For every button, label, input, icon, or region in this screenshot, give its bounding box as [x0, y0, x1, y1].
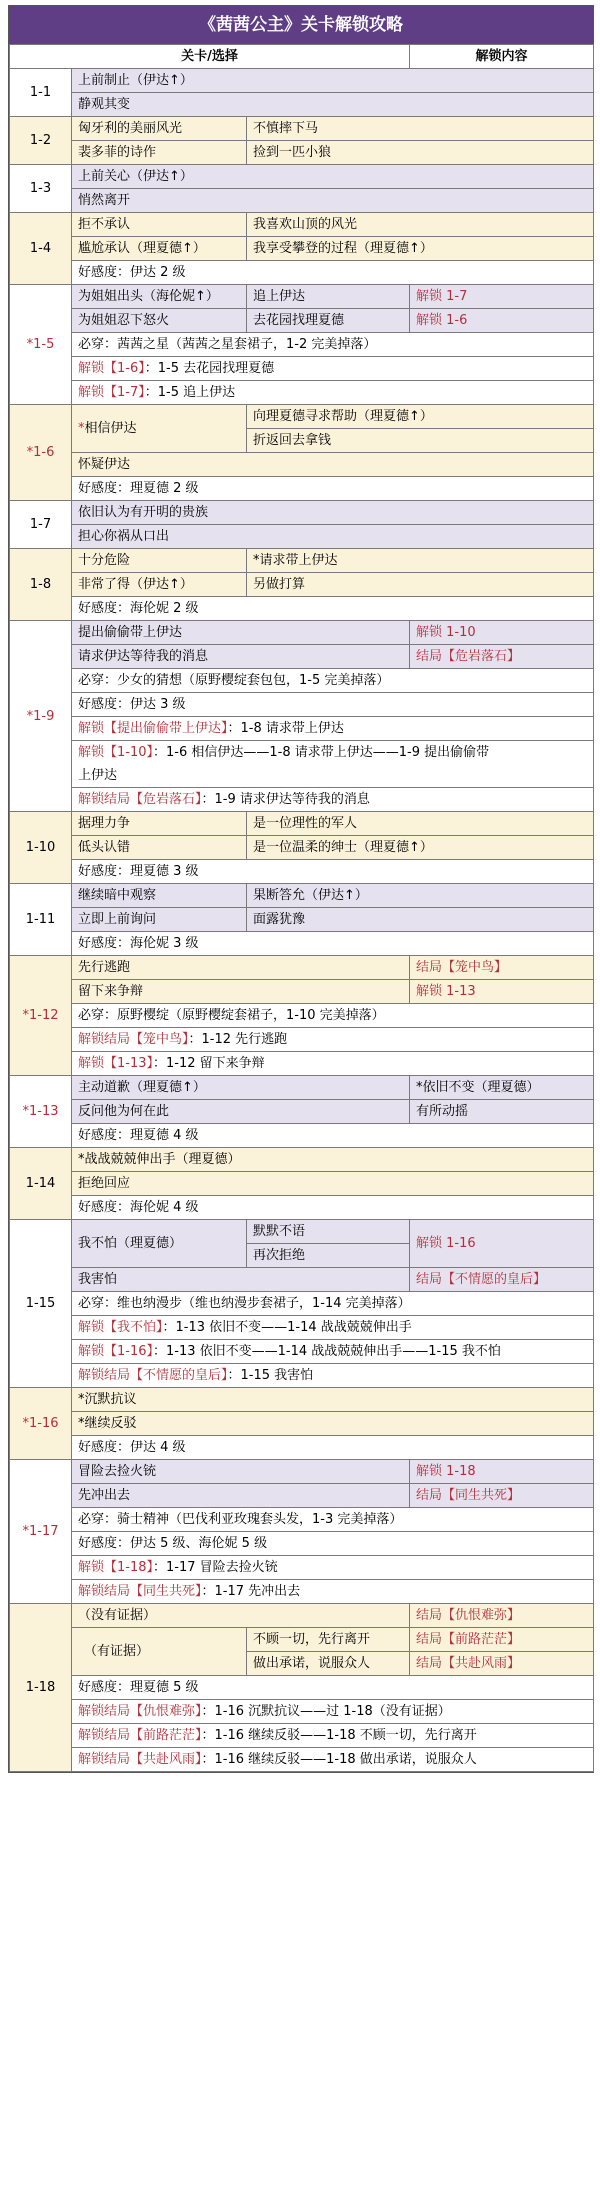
choice-option: 默默不语 [247, 1220, 410, 1244]
unlock-result: 解锁 1-7 [410, 285, 594, 309]
table-row [10, 764, 594, 788]
stage-id: 1-8 [10, 549, 72, 621]
choice-option: 主动道歉（理夏德↑） [72, 1076, 410, 1100]
choice-option: 向理夏德寻求帮助（理夏德↑） [247, 405, 594, 429]
unlock-label: 解锁【提出偷偷带上伊达】 [78, 721, 228, 736]
choice-option: 静观其变 [72, 93, 594, 117]
choice-option: 十分危险 [72, 549, 247, 573]
table-row [10, 1340, 594, 1364]
unlock-result: 解锁 1-18 [410, 1460, 594, 1484]
table-row [10, 1004, 594, 1028]
unlock-label: 解锁【1-6】 [78, 361, 145, 376]
choice-option: 我害怕 [72, 1268, 410, 1292]
table-row [10, 1364, 594, 1388]
table-row [10, 69, 594, 93]
stage-id: 1-1 [10, 69, 72, 117]
unlock-path: ：1-9 请求伊达等待我的消息 [201, 792, 370, 807]
unlock-path: ：1-13 依旧不变——1-14 战战兢兢伸出手——1-15 我不怕 [153, 1344, 501, 1359]
choice-option: 不慎摔下马 [247, 117, 594, 141]
favorability-text: 好感度：理夏德 4 级 [72, 1124, 594, 1148]
choice-option: *战战兢兢伸出手（理夏德） [72, 1148, 594, 1172]
table-row [10, 1508, 594, 1532]
table-row [10, 1052, 594, 1076]
choice-option: 拒绝回应 [72, 1172, 594, 1196]
favorability-text: 好感度：伊达 4 级 [72, 1436, 594, 1460]
table-row [10, 1604, 594, 1628]
table-row [10, 1028, 594, 1052]
stage-id: *1-6 [10, 405, 72, 501]
unlock-note [72, 357, 594, 381]
table-row [10, 908, 594, 932]
unlock-path: ：1-16 继续反驳——1-18 做出承诺，说服众人 [201, 1752, 477, 1767]
guide-table-container [8, 5, 594, 1773]
choice-option: 尴尬承认（理夏德↑） [72, 237, 247, 261]
unlock-note [72, 1316, 594, 1340]
table-row [10, 1580, 594, 1604]
header-unlock: 解锁内容 [410, 45, 594, 69]
stage-id: *1-17 [10, 1460, 72, 1604]
unlock-label: 解锁【1-16】 [78, 1344, 154, 1359]
table-row [10, 117, 594, 141]
choice-option: 裴多菲的诗作 [72, 141, 247, 165]
header-row [10, 45, 594, 69]
stage-id: *1-12 [10, 956, 72, 1076]
table-row [10, 381, 594, 405]
unlock-result: 结局【不情愿的皇后】 [410, 1268, 594, 1292]
table-row [10, 741, 594, 765]
required-star: * [78, 421, 85, 436]
table-row [10, 1748, 594, 1772]
table-row [10, 597, 594, 621]
table-row [10, 1628, 594, 1652]
stage-id: *1-16 [10, 1388, 72, 1460]
favorability-text: 好感度：理夏德 3 级 [72, 860, 594, 884]
unlock-note [72, 1700, 594, 1724]
choice-option: 低头认错 [72, 836, 247, 860]
table-row [10, 1292, 594, 1316]
choice-option: 立即上前询问 [72, 908, 247, 932]
table-row [10, 405, 594, 429]
table-row [10, 645, 594, 669]
table-row [10, 501, 594, 525]
unlock-result: 结局【笼中鸟】 [410, 956, 594, 980]
table-row [10, 237, 594, 261]
unlock-note [72, 1556, 594, 1580]
choice-option: 果断答允（伊达↑） [247, 884, 594, 908]
choice-option: 拒不承认 [72, 213, 247, 237]
unlock-path: ：1-13 依旧不变——1-14 战战兢兢伸出手 [162, 1320, 412, 1335]
unlock-note-continued: 上伊达 [72, 764, 594, 788]
unlock-path: ：1-17 先冲出去 [201, 1584, 301, 1599]
choice-option: *依旧不变（理夏德） [410, 1076, 594, 1100]
stage-id: *1-5 [10, 285, 72, 405]
table-row [10, 1532, 594, 1556]
table-row [10, 357, 594, 381]
choice-option: 留下来争辩 [72, 980, 410, 1004]
stage-id: 1-10 [10, 812, 72, 884]
unlock-note [72, 1748, 594, 1772]
table-row [10, 189, 594, 213]
table-row [10, 1148, 594, 1172]
table-row [10, 165, 594, 189]
unlock-result: 结局【危岩落石】 [410, 645, 594, 669]
favorability-text: 好感度：伊达 3 级 [72, 693, 594, 717]
choice-option: 上前制止（伊达↑） [72, 69, 594, 93]
table-row [10, 621, 594, 645]
choice-option: 追上伊达 [247, 285, 410, 309]
table-row [10, 980, 594, 1004]
table-row [10, 1124, 594, 1148]
unlock-path: ：1-17 冒险去捡火铳 [153, 1560, 278, 1575]
choice-option: 捡到一匹小狼 [247, 141, 594, 165]
choice-option: 怀疑伊达 [72, 453, 594, 477]
unlock-note [72, 717, 594, 741]
choice-option: 面露犹豫 [247, 908, 594, 932]
unlock-label: 解锁【1-13】 [78, 1056, 154, 1071]
choice-option: 悄然离开 [72, 189, 594, 213]
unlock-note [72, 381, 594, 405]
table-row [10, 860, 594, 884]
choice-option: *沉默抗议 [72, 1388, 594, 1412]
table-row [10, 1076, 594, 1100]
table-row [10, 693, 594, 717]
table-row [10, 93, 594, 117]
unlock-label: 解锁结局【不情愿的皇后】 [78, 1368, 228, 1383]
table-row [10, 788, 594, 812]
unlock-path: ：1-8 请求带上伊达 [227, 721, 344, 736]
favorability-text: 好感度：伊达 5 级、海伦妮 5 级 [72, 1532, 594, 1556]
unlock-note [72, 741, 594, 765]
table-row [10, 1436, 594, 1460]
stage-id: 1-2 [10, 117, 72, 165]
table-row [10, 285, 594, 309]
choice-option: *继续反驳 [72, 1412, 594, 1436]
header-stage: 关卡/选择 [10, 45, 410, 69]
stage-id: 1-18 [10, 1604, 72, 1772]
unlock-result: 解锁 1-16 [410, 1220, 594, 1268]
favorability-text: 好感度：伊达 2 级 [72, 261, 594, 285]
choice-option: 折返回去拿钱 [247, 429, 594, 453]
table-row [10, 1268, 594, 1292]
stage-id: 1-3 [10, 165, 72, 213]
unlock-note [72, 1364, 594, 1388]
choice-option: 为姐姐忍下怒火 [72, 309, 247, 333]
unlock-result: 结局【共赴风雨】 [410, 1652, 594, 1676]
unlock-result: 结局【前路茫茫】 [410, 1628, 594, 1652]
choice-option: 据理力争 [72, 812, 247, 836]
choice-option: 继续暗中观察 [72, 884, 247, 908]
table-row [10, 1412, 594, 1436]
table-row [10, 669, 594, 693]
unlock-path: ：1-5 追上伊达 [144, 385, 236, 400]
table-row [10, 884, 594, 908]
table-row [10, 1556, 594, 1580]
unlock-label: 解锁【1-18】 [78, 1560, 154, 1575]
table-row [10, 717, 594, 741]
unlock-note [72, 1052, 594, 1076]
favorability-text: 好感度：理夏德 2 级 [72, 477, 594, 501]
unlock-note [72, 1340, 594, 1364]
required-outfit: 必穿：原野樱绽（原野樱绽套裙子，1-10 完美掉落） [72, 1004, 594, 1028]
table-row [10, 1700, 594, 1724]
choice-option: *相信伊达 [72, 405, 247, 453]
table-row [10, 1724, 594, 1748]
required-outfit: 必穿：维也纳漫步（维也纳漫步套裙子，1-14 完美掉落） [72, 1292, 594, 1316]
unlock-label: 解锁【1-10】 [78, 745, 154, 760]
table-row [10, 1388, 594, 1412]
favorability-text: 好感度：理夏德 5 级 [72, 1676, 594, 1700]
stage-id: 1-14 [10, 1148, 72, 1220]
table-row [10, 932, 594, 956]
unlock-note [72, 1028, 594, 1052]
table-row [10, 477, 594, 501]
choice-option: （有证据） [72, 1628, 247, 1676]
unlock-label: 解锁结局【危岩落石】 [78, 792, 202, 807]
choice-option: 我不怕（理夏德） [72, 1220, 247, 1268]
unlock-label: 解锁结局【前路茫茫】 [78, 1728, 202, 1743]
unlock-path: ：1-12 留下来争辩 [153, 1056, 265, 1071]
table-row [10, 549, 594, 573]
table-row [10, 1172, 594, 1196]
table-row [10, 141, 594, 165]
unlock-path: ：1-5 去花园找理夏德 [144, 361, 275, 376]
table-row [10, 261, 594, 285]
choice-option: 非常了得（伊达↑） [72, 573, 247, 597]
table-row [10, 453, 594, 477]
table-row [10, 525, 594, 549]
choice-option: （没有证据） [72, 1604, 410, 1628]
choice-option: 冒险去捡火铳 [72, 1460, 410, 1484]
choice-option: 有所动摇 [410, 1100, 594, 1124]
table-row [10, 309, 594, 333]
favorability-text: 好感度：海伦妮 3 级 [72, 932, 594, 956]
table-row [10, 1676, 594, 1700]
choice-option: 依旧认为有开明的贵族 [72, 501, 594, 525]
choice-option: 另做打算 [247, 573, 594, 597]
favorability-text: 好感度：海伦妮 4 级 [72, 1196, 594, 1220]
table-row [10, 1484, 594, 1508]
unlock-label: 解锁结局【同生共死】 [78, 1584, 202, 1599]
unlock-path: ：1-6 相信伊达——1-8 请求带上伊达——1-9 提出偷偷带 [153, 745, 490, 760]
favorability-text: 好感度：海伦妮 2 级 [72, 597, 594, 621]
choice-option: 反问他为何在此 [72, 1100, 410, 1124]
choice-option: 上前关心（伊达↑） [72, 165, 594, 189]
choice-option: 匈牙利的美丽风光 [72, 117, 247, 141]
choice-option: 我享受攀登的过程（理夏德↑） [247, 237, 594, 261]
unlock-result: 解锁 1-6 [410, 309, 594, 333]
choice-option: *请求带上伊达 [247, 549, 594, 573]
stage-id: 1-7 [10, 501, 72, 549]
unlock-path: ：1-16 继续反驳——1-18 不顾一切，先行离开 [201, 1728, 477, 1743]
required-outfit: 必穿：骑士精神（巴伐利亚玫瑰套头发，1-3 完美掉落） [72, 1508, 594, 1532]
choice-option: 做出承诺，说服众人 [247, 1652, 410, 1676]
stage-id: *1-9 [10, 621, 72, 812]
choice-option: 担心你祸从口出 [72, 525, 594, 549]
table-row [10, 1196, 594, 1220]
unlock-result: 解锁 1-10 [410, 621, 594, 645]
choice-option: 提出偷偷带上伊达 [72, 621, 410, 645]
unlock-result: 结局【同生共死】 [410, 1484, 594, 1508]
unlock-note [72, 1580, 594, 1604]
stage-id: 1-15 [10, 1220, 72, 1388]
guide-table [9, 44, 594, 1772]
required-outfit: 必穿：少女的猜想（原野樱绽套包包，1-5 完美掉落） [72, 669, 594, 693]
unlock-label: 解锁结局【仇恨难弥】 [78, 1704, 202, 1719]
table-row [10, 812, 594, 836]
table-row [10, 333, 594, 357]
unlock-label: 解锁【我不怕】 [78, 1320, 163, 1335]
unlock-label: 解锁结局【笼中鸟】 [78, 1032, 189, 1047]
table-row [10, 1460, 594, 1484]
stage-id: 1-4 [10, 213, 72, 285]
table-row [10, 213, 594, 237]
choice-option: 不顾一切，先行离开 [247, 1628, 410, 1652]
choice-option: 为姐姐出头（海伦妮↑） [72, 285, 247, 309]
table-row [10, 573, 594, 597]
unlock-label: 解锁【1-7】 [78, 385, 145, 400]
table-row [10, 956, 594, 980]
stage-id: *1-13 [10, 1076, 72, 1148]
choice-option: 再次拒绝 [247, 1244, 410, 1268]
unlock-note [72, 788, 594, 812]
unlock-result: 解锁 1-13 [410, 980, 594, 1004]
unlock-path: ：1-15 我害怕 [227, 1368, 314, 1383]
table-row [10, 1220, 594, 1244]
choice-option: 请求伊达等待我的消息 [72, 645, 410, 669]
unlock-path: ：1-12 先行逃跑 [188, 1032, 288, 1047]
choice-option: 去花园找理夏德 [247, 309, 410, 333]
table-row [10, 1316, 594, 1340]
choice-option: 我喜欢山顶的风光 [247, 213, 594, 237]
table-row [10, 1100, 594, 1124]
stage-id: 1-11 [10, 884, 72, 956]
unlock-label: 解锁结局【共赴风雨】 [78, 1752, 202, 1767]
choice-option: 先冲出去 [72, 1484, 410, 1508]
unlock-note [72, 1724, 594, 1748]
page-title: 《茜茜公主》关卡解锁攻略 [9, 6, 593, 44]
unlock-path: ：1-16 沉默抗议——过 1-18（没有证据） [201, 1704, 451, 1719]
choice-option: 是一位理性的军人 [247, 812, 594, 836]
unlock-result: 结局【仇恨难弥】 [410, 1604, 594, 1628]
choice-option: 先行逃跑 [72, 956, 410, 980]
required-outfit: 必穿：茜茜之星（茜茜之星套裙子，1-2 完美掉落） [72, 333, 594, 357]
table-row [10, 836, 594, 860]
choice-option: 是一位温柔的绅士（理夏德↑） [247, 836, 594, 860]
